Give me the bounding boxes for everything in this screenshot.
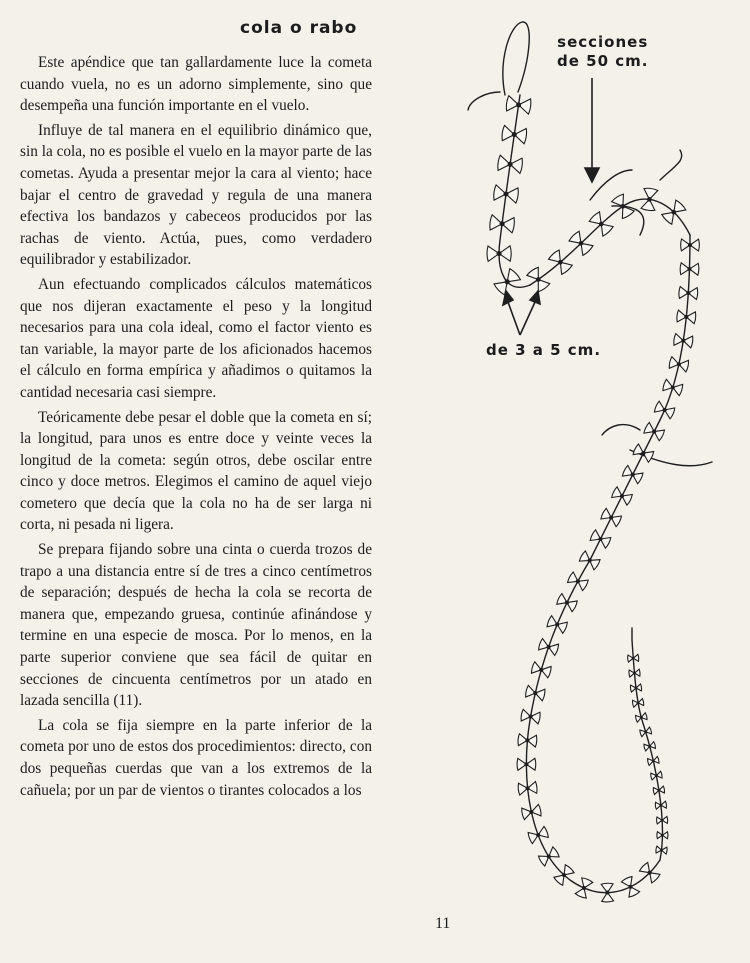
label-spacing: de 3 a 5 cm. <box>486 341 602 359</box>
tail-bow-knot <box>583 887 586 890</box>
tail-bow-knot <box>653 430 656 433</box>
tail-bow-knot <box>631 473 634 476</box>
tail-bow-knot <box>635 687 637 689</box>
tail-bow-knot <box>534 692 537 695</box>
tail-bow-knot <box>661 849 663 851</box>
tail-bow-knot <box>671 386 674 389</box>
paragraph: Este apéndice que tan gallardamente luce la cometa cuando vuela, no es un adorno simplemente, sino que desempeña una función importante en el vuelo. <box>20 54 372 115</box>
tail-bow-knot <box>563 874 566 877</box>
tail-bow-knot <box>685 315 688 318</box>
tail-bow-knot <box>688 268 691 271</box>
tail-bow-knot <box>559 260 563 264</box>
label-sections-line: de 50 cm. <box>557 52 649 70</box>
tail-bow-knot <box>634 672 636 674</box>
tail-segment-middle <box>530 199 690 285</box>
tail-bow-knot <box>649 745 651 747</box>
paragraph: Se prepara fijando sobre una cinta o cuerda trozos de trapo a una distancia entre sí de tres a cinco centímetros de separación; después de hecha la cola se recorta de manera que, empezando gruesa, continúe afinándose y termine en una especie de mosca. Por lo menos, en la parte superior conviene que sea fácil de quitar en secciones de cincuenta centímetros por un atado en lazada sencilla (11). <box>20 541 372 710</box>
tail-bow-knot <box>530 811 533 814</box>
tail-bow-knot <box>525 763 528 766</box>
tail-bow-knot <box>500 222 504 226</box>
tail-bow-knot <box>588 559 591 562</box>
tail-bow-knot <box>648 871 651 874</box>
tail-bow-knot <box>663 409 666 412</box>
tail-bow-knot <box>672 210 676 214</box>
paragraph: Teóricamente debe pesar el doble que la cometa en sí; la longitud, para unos es entre doce y veinte veces la longitud de la cometa: según otros, debe oscilar entre cinco y doce metros. Elegimos el camino de aquel viejo cometero que decía que la cola no ha de ser larga ni corta, ni pesada ni ligera. <box>20 408 372 534</box>
tail-bow-knot <box>529 715 532 718</box>
tail-bow-knot <box>599 222 603 226</box>
tail-bow-knot <box>508 162 512 166</box>
tail-bow-knot <box>497 252 501 256</box>
tail-string-knot <box>602 425 640 435</box>
tail-bow-knot <box>660 804 662 806</box>
tail-bow-knot <box>687 292 690 295</box>
page-number: 11 <box>435 915 451 932</box>
tail-bow-knot <box>547 855 550 858</box>
tail-bow-knot <box>606 891 609 894</box>
tail-bow-knot <box>540 668 543 671</box>
tail-bow-knot <box>682 339 685 342</box>
tail-bow-knot <box>526 787 529 790</box>
paragraph: Influye de tal manera en el equilibrio dinámico que, sin la cola, no es posible el vuelo en la mayor parte de las cometas. Ayuda a presentar mejor la cara al viento; hace bajar el centro de gravedad y regula de una manera efectiva los bandazos y cabeceos producidos por las rachas de viento. Actúa, pues, como verdadero equilibrador y estabilizador. <box>20 121 372 269</box>
tail-string-knot <box>660 150 682 180</box>
tail-bow-knot <box>656 775 658 777</box>
tail-bow-knot <box>658 789 660 791</box>
tail-bow-knot <box>677 363 680 366</box>
tail-bow-knot <box>610 516 613 519</box>
tail-bow-knot <box>652 760 654 762</box>
tail-bow-knot <box>689 244 692 247</box>
tail-bow-knot <box>512 133 516 137</box>
tail-string-top <box>503 22 529 95</box>
paragraph: Aun efectuando complicados cálculos matemáticos que nos dijeran exactamente el peso y la longitud necesarios para una cola ideal, como el factor viento es tan variable, la mayor parte de los aficionados hacemos el cálculo en forma empírica y añadimos o quitamos la cantidad necesaria casi siempre. <box>20 275 372 401</box>
tail-bow-knot <box>566 601 569 604</box>
page-title: cola o rabo <box>240 18 358 38</box>
tail-bow-knot <box>526 739 529 742</box>
tail-bow-knot <box>629 885 632 888</box>
paragraph: La cola se fija siempre en la parte inferior de la cometa por uno de estos dos procedimientos: directo, con dos pequeñas cuerdas que van a los extremos de la cañuela; por un par de vientos o tirantes colocados a los <box>20 716 372 799</box>
tail-bow-knot <box>621 495 624 498</box>
tail-bow-knot <box>637 702 639 704</box>
tail-bow-knot <box>547 646 550 649</box>
tail-bow-knot <box>599 538 602 541</box>
tail-bow-knot <box>537 834 540 837</box>
tail-string-top-end <box>468 92 500 110</box>
tail-bow-knot <box>517 103 521 107</box>
tail-bow-knot <box>579 242 583 246</box>
tail-bow-knot <box>645 731 647 733</box>
label-sections-line: secciones <box>557 33 649 51</box>
tail-bow-knot <box>661 819 663 821</box>
tail-bow-knot <box>640 717 642 719</box>
tail-bow-knot <box>642 452 645 455</box>
arrow-sections-head <box>585 168 599 182</box>
tail-bow-knot <box>504 192 508 196</box>
tail-segment-lower <box>526 235 690 893</box>
tail-bow-knot <box>556 623 559 626</box>
label-sections <box>557 33 648 71</box>
arrow-spacing-right <box>520 302 535 335</box>
tail-bow-knot <box>648 198 652 202</box>
tail-bow-knot <box>621 205 625 209</box>
tail-bow-knot <box>576 580 579 583</box>
tail-bow-knot <box>537 278 541 282</box>
arrow-spacing-left <box>508 302 520 335</box>
tail-bow-knot <box>632 657 634 659</box>
tail-bow-knot <box>505 280 509 284</box>
arrow-spacing-right-head <box>530 291 540 304</box>
tail-bow-knot <box>662 834 664 836</box>
